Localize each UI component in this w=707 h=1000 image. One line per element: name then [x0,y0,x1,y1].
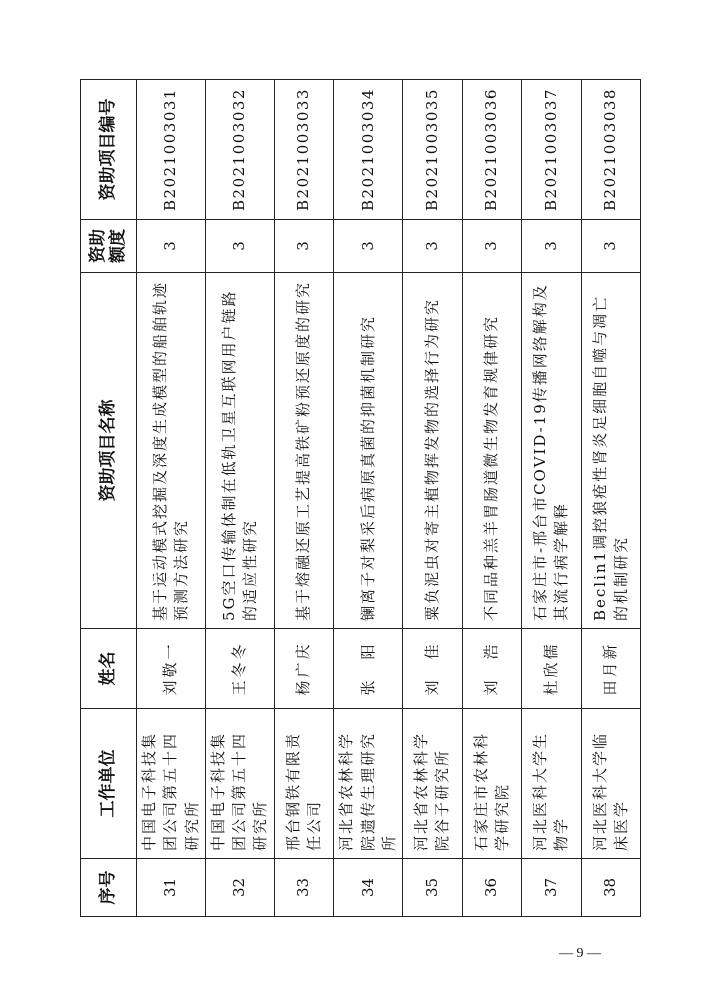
row-index: 34 [334,859,403,917]
row-unit: 河北医科大学临床医学 [581,709,641,859]
table-row [581,80,641,917]
row-index: 37 [522,859,582,917]
row-unit: 邢台钢铁有限责任公司 [274,709,334,859]
row-unit: 河北省农林科学院谷子研究所 [403,709,463,859]
row-name: 杜欣儒 [522,629,582,709]
row-code: B2021003037 [522,80,582,220]
row-unit: 中国电子科技集团公司第五十四研究所 [137,709,206,859]
row-name: 杨广庆 [274,629,334,709]
row-name: 田月新 [581,629,641,709]
row-amount: 3 [462,220,522,273]
row-amount: 3 [581,220,641,273]
row-amount: 3 [522,220,582,273]
row-code: B2021003032 [205,80,274,220]
row-name: 刘 浩 [462,629,522,709]
table-row [462,80,522,917]
table-row [522,80,582,917]
table-row [334,80,403,917]
row-amount: 3 [334,220,403,273]
row-project: 粟负泥虫对寄主植物挥发物的选择行为研究 [403,273,463,629]
row-name: 王冬冬 [205,629,274,709]
header-name: 姓名 [81,629,137,709]
row-code: B2021003038 [581,80,641,220]
row-name: 张 阳 [334,629,403,709]
row-project: 镧离子对梨采后病原真菌的抑菌机制研究 [334,273,403,629]
row-code: B2021003031 [137,80,206,220]
row-index: 35 [403,859,463,917]
funding-table [80,79,641,917]
row-unit: 石家庄市农林科学研究院 [462,709,522,859]
row-amount: 3 [274,220,334,273]
header-index: 序号 [81,859,137,917]
header-unit: 工作单位 [81,709,137,859]
header-amount: 资助额度 [81,220,137,273]
header-code: 资助项目编号 [81,80,137,220]
page-number: — 9 — [559,946,601,961]
row-unit: 河北省农林科学院遗传生理研究所 [334,709,403,859]
row-unit: 中国电子科技集团公司第五十四研究所 [205,709,274,859]
row-amount: 3 [205,220,274,273]
row-project: Beclin1调控狼疮性肾炎足细胞自噬与凋亡的机制研究 [581,273,641,629]
row-code: B2021003033 [274,80,334,220]
row-amount: 3 [137,220,206,273]
row-index: 36 [462,859,522,917]
row-index: 32 [205,859,274,917]
table-row [403,80,463,917]
header-project: 资助项目名称 [81,273,137,629]
row-project: 石家庄市-邢台市COVID-19传播网络解构及其流行病学解释 [522,273,582,629]
row-unit: 河北医科大学生物学 [522,709,582,859]
row-project: 基于熔融还原工艺提高铁矿粉预还原度的研究 [274,273,334,629]
row-project: 不同品种羔羊胃肠道微生物发育规律研究 [462,273,522,629]
table-row [137,80,206,917]
row-name: 刘 佳 [403,629,463,709]
row-code: B2021003036 [462,80,522,220]
row-name: 刘敬一 [137,629,206,709]
row-amount: 3 [403,220,463,273]
row-code: B2021003034 [334,80,403,220]
table-row [274,80,334,917]
row-index: 33 [274,859,334,917]
row-project: 5G空口传输体制在低轨卫星互联网用户链路的适应性研究 [205,273,274,629]
row-code: B2021003035 [403,80,463,220]
table-row [205,80,274,917]
row-index: 31 [137,859,206,917]
rotated-table-container [80,80,630,917]
table-header-row [81,80,137,917]
row-project: 基于运动模式挖掘及深度生成模型的船舶轨迹预测方法研究 [137,273,206,629]
row-index: 38 [581,859,641,917]
